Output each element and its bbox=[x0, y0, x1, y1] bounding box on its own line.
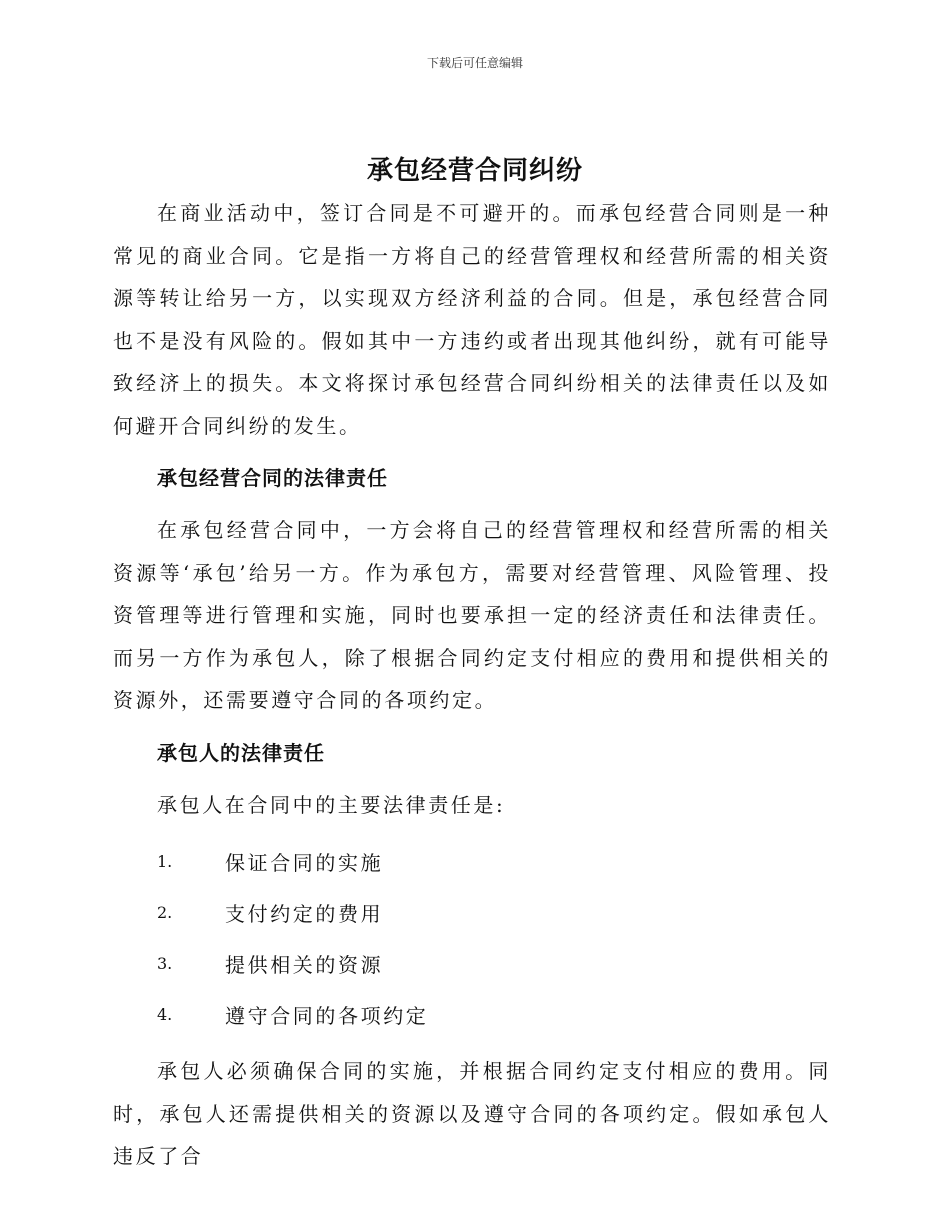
list-item bbox=[113, 887, 831, 938]
contractor-obligation-paragraph: 承包人必须确保合同的实施，并根据合同约定支付相应的费用。同时，承包人还需提供相关的资源以及遵守合同的各项约定。假如承包人违反了合 bbox=[113, 1059, 831, 1168]
list-item bbox=[113, 836, 831, 887]
list-item-number: 1. bbox=[157, 852, 173, 871]
section-heading-contractor-liability: 承包人的法律责任 bbox=[157, 740, 325, 765]
intro-paragraph: 在商业活动中，签订合同是不可避开的。而承包经营合同则是一种常见的商业合同。它是指一方将自己的经营管理权和经营所需的相关资源等转让给另一方，以实现双方经济利益的合同。但是，承包经营合同也不是没有风险的。假如其中一方违约或者出现其他纠纷，就有可能导致经济上的损失。本文将探讨承包经营合同纠纷相关的法律责任以及如何避开合同纠纷的发生。 bbox=[113, 201, 831, 438]
list-item bbox=[113, 989, 831, 1040]
document-body bbox=[113, 192, 831, 1178]
list-item-number: 3. bbox=[157, 954, 173, 973]
list-item bbox=[113, 938, 831, 989]
liability-list bbox=[113, 836, 831, 1040]
header-note: 下载后可任意编辑 bbox=[426, 56, 523, 70]
list-item-text: 提供相关的资源 bbox=[225, 953, 384, 977]
contract-liability-paragraph: 在承包经营合同中，一方会将自己的经营管理权和经营所需的相关资源等‘承包’给另一方。作为承包方，需要对经营管理、风险管理、投资管理等进行管理和实施，同时也要承担一定的经济责任和法律责任。而另一方作为承包人，除了根据合同约定支付相应的费用和提供相关的资源外，还需要遵守合同的各项约定。 bbox=[113, 518, 831, 712]
list-item-text: 保证合同的实施 bbox=[225, 851, 384, 875]
list-item-text: 支付约定的费用 bbox=[225, 902, 384, 926]
list-item-number: 4. bbox=[157, 1005, 173, 1024]
contractor-liability-lead: 承包人在合同中的主要法律责任是: bbox=[157, 792, 506, 817]
list-item-number: 2. bbox=[157, 903, 173, 922]
list-item-text: 遵守合同的各项约定 bbox=[225, 1004, 429, 1028]
section-heading-contract-liability: 承包经营合同的法律责任 bbox=[157, 466, 388, 490]
document-title: 承包经营合同纠纷 bbox=[366, 156, 583, 186]
